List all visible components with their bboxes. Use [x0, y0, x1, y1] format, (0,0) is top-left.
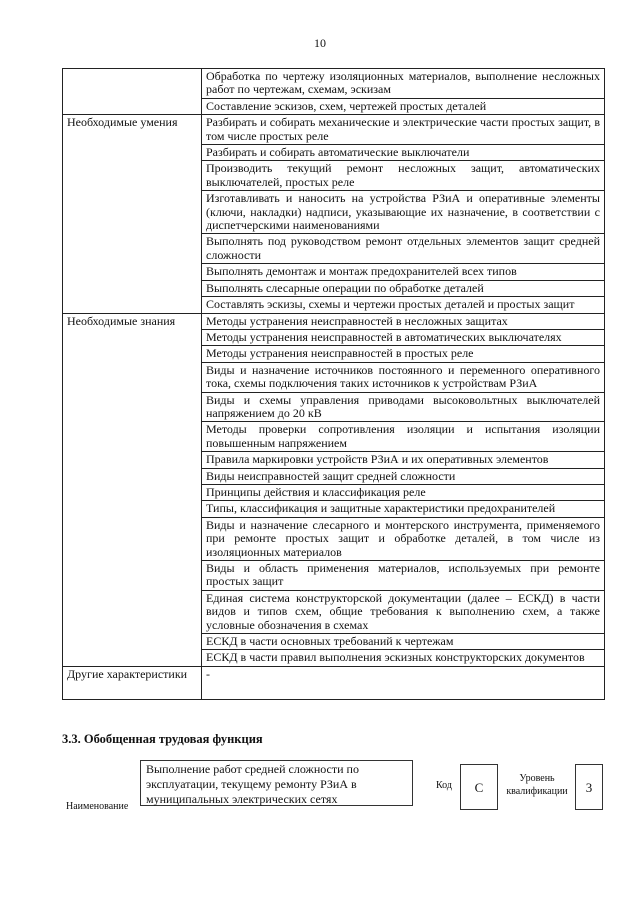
qualification-level-label: Уровень квалификации [506, 773, 568, 797]
table-row [63, 69, 605, 99]
table-cell: Составление эскизов, схем, чертежей простых деталей [202, 98, 605, 114]
empty-label-cell [63, 69, 202, 115]
knowledge-item: Виды и схемы управления приводами высоковольтных выключателей напряжением до 20 кВ [202, 392, 605, 422]
qualification-level-box: 3 [575, 764, 603, 810]
skill-item: Выполнять демонтаж и монтаж предохранителей всех типов [202, 264, 605, 280]
section-title: 3.3. Обобщенная трудовая функция [62, 732, 263, 746]
knowledge-item: Виды неисправностей защит средней сложности [202, 468, 605, 484]
knowledge-item: Правила маркировки устройств РЗиА и их оперативных элементов [202, 452, 605, 468]
knowledge-label: Необходимые знания [63, 313, 202, 666]
code-value-box: С [460, 764, 498, 810]
knowledge-item: Методы проверки сопротивления изоляции и испытания изоляции повышенным напряжением [202, 422, 605, 452]
table-row [63, 115, 605, 145]
page-number: 10 [314, 36, 326, 50]
skill-item: Изготавливать и наносить на устройства РЗиА и оперативные элементы (ключи, накладки) надписи, указывающие их назначение, в соответствии с диспетчерскими наименованиями [202, 191, 605, 234]
knowledge-item: Методы устранения неисправностей в автоматических выключателях [202, 329, 605, 345]
skill-item: Разбирать и собирать автоматические выключатели [202, 145, 605, 161]
code-label: Код [436, 780, 452, 791]
table-row [63, 313, 605, 329]
skill-item: Выполнять слесарные операции по обработке деталей [202, 280, 605, 296]
skill-item: Производить текущий ремонт несложных защит, автоматических выключателей, простых реле [202, 161, 605, 191]
knowledge-item: Единая система конструкторской документации (далее – ЕСКД) в части видов и типов схем, общие требования к выполнению схем, а также условные обозначения в схемах [202, 590, 605, 633]
knowledge-item: Виды и назначение источников постоянного и переменного оперативного тока, схемы подключения таких источников к устройствам РЗиА [202, 362, 605, 392]
requirements-table [62, 68, 605, 700]
skills-label: Необходимые умения [63, 115, 202, 313]
knowledge-item: Принципы действия и классификация реле [202, 484, 605, 500]
knowledge-item: Виды и назначение слесарного и монтерского инструмента, применяемого при ремонте простых защит и обработке деталей, в том числе из изоляционных материалов [202, 517, 605, 560]
knowledge-item: Методы устранения неисправностей в несложных защитах [202, 313, 605, 329]
skill-item: Выполнять под руководством ремонт отдельных элементов защит средней сложности [202, 234, 605, 264]
knowledge-item: ЕСКД в части правил выполнения эскизных конструкторских документов [202, 650, 605, 666]
skill-item: Составлять эскизы, схемы и чертежи простых деталей и простых защит [202, 297, 605, 313]
name-value-box: Выполнение работ средней сложности по эксплуатации, текущему ремонту РЗиА в муниципальных электрических сетях [140, 760, 413, 806]
knowledge-item: Виды и область применения материалов, используемых при ремонте простых защит [202, 561, 605, 591]
table-cell: Обработка по чертежу изоляционных материалов, выполнение несложных работ по чертежам, схемам, эскизам [202, 69, 605, 99]
name-label: Наименование [66, 801, 129, 812]
knowledge-item: ЕСКД в части основных требований к чертежам [202, 634, 605, 650]
generalized-function-block [0, 760, 640, 830]
other-value: - [202, 666, 605, 699]
other-label: Другие характеристики [63, 666, 202, 699]
table-row [63, 666, 605, 699]
skill-item: Разбирать и собирать механические и электрические части простых защит, в том числе простых реле [202, 115, 605, 145]
knowledge-item: Типы, классификация и защитные характеристики предохранителей [202, 501, 605, 517]
knowledge-item: Методы устранения неисправностей в простых реле [202, 346, 605, 362]
